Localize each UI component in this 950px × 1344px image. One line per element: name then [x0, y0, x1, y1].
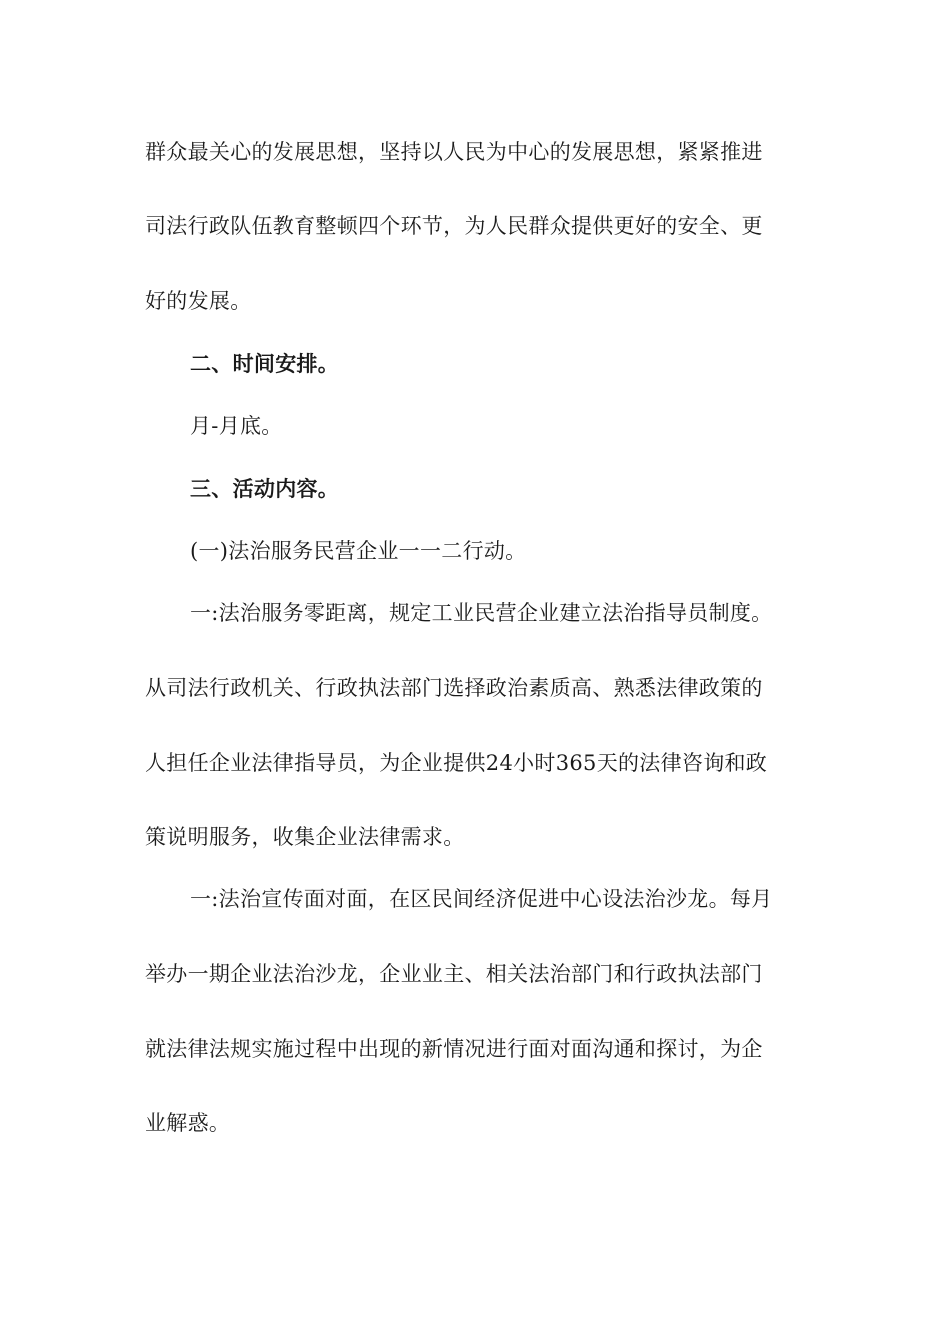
body-text-line: 群众最关心的发展思想，坚持以人民为中心的发展思想，紧紧推进 [145, 140, 763, 164]
section-heading: 三、活动内容。 [190, 477, 340, 501]
body-text-line: 策说明服务，收集企业法律需求。 [145, 825, 465, 849]
body-text-line: 人担任企业法律指导员，为企业提供24小时365天的法律咨询和政 [145, 751, 768, 775]
body-text-line: 从司法行政机关、行政执法部门选择政治素质高、熟悉法律政策的 [145, 676, 763, 700]
body-text-line: 业解惑。 [145, 1111, 231, 1135]
body-text-line: 好的发展。 [145, 289, 252, 313]
body-text-line: 举办一期企业法治沙龙，企业业主、相关法治部门和行政执法部门 [145, 962, 763, 986]
body-text-line: 一:法治宣传面对面，在区民间经济促进中心设法治沙龙。每月 [190, 887, 773, 911]
subsection-heading: (一)法治服务民营企业一一二行动。 [190, 539, 527, 563]
body-text-line: 司法行政队伍教育整顿四个环节，为人民群众提供更好的安全、更 [145, 214, 763, 238]
body-text-line: 就法律法规实施过程中出现的新情况进行面对面沟通和探讨，为企 [145, 1037, 763, 1061]
body-text-line: 月-月底。 [190, 414, 283, 438]
body-text-line: 一:法治服务零距离，规定工业民营企业建立法治指导员制度。 [190, 601, 773, 625]
section-heading: 二、时间安排。 [190, 352, 340, 376]
